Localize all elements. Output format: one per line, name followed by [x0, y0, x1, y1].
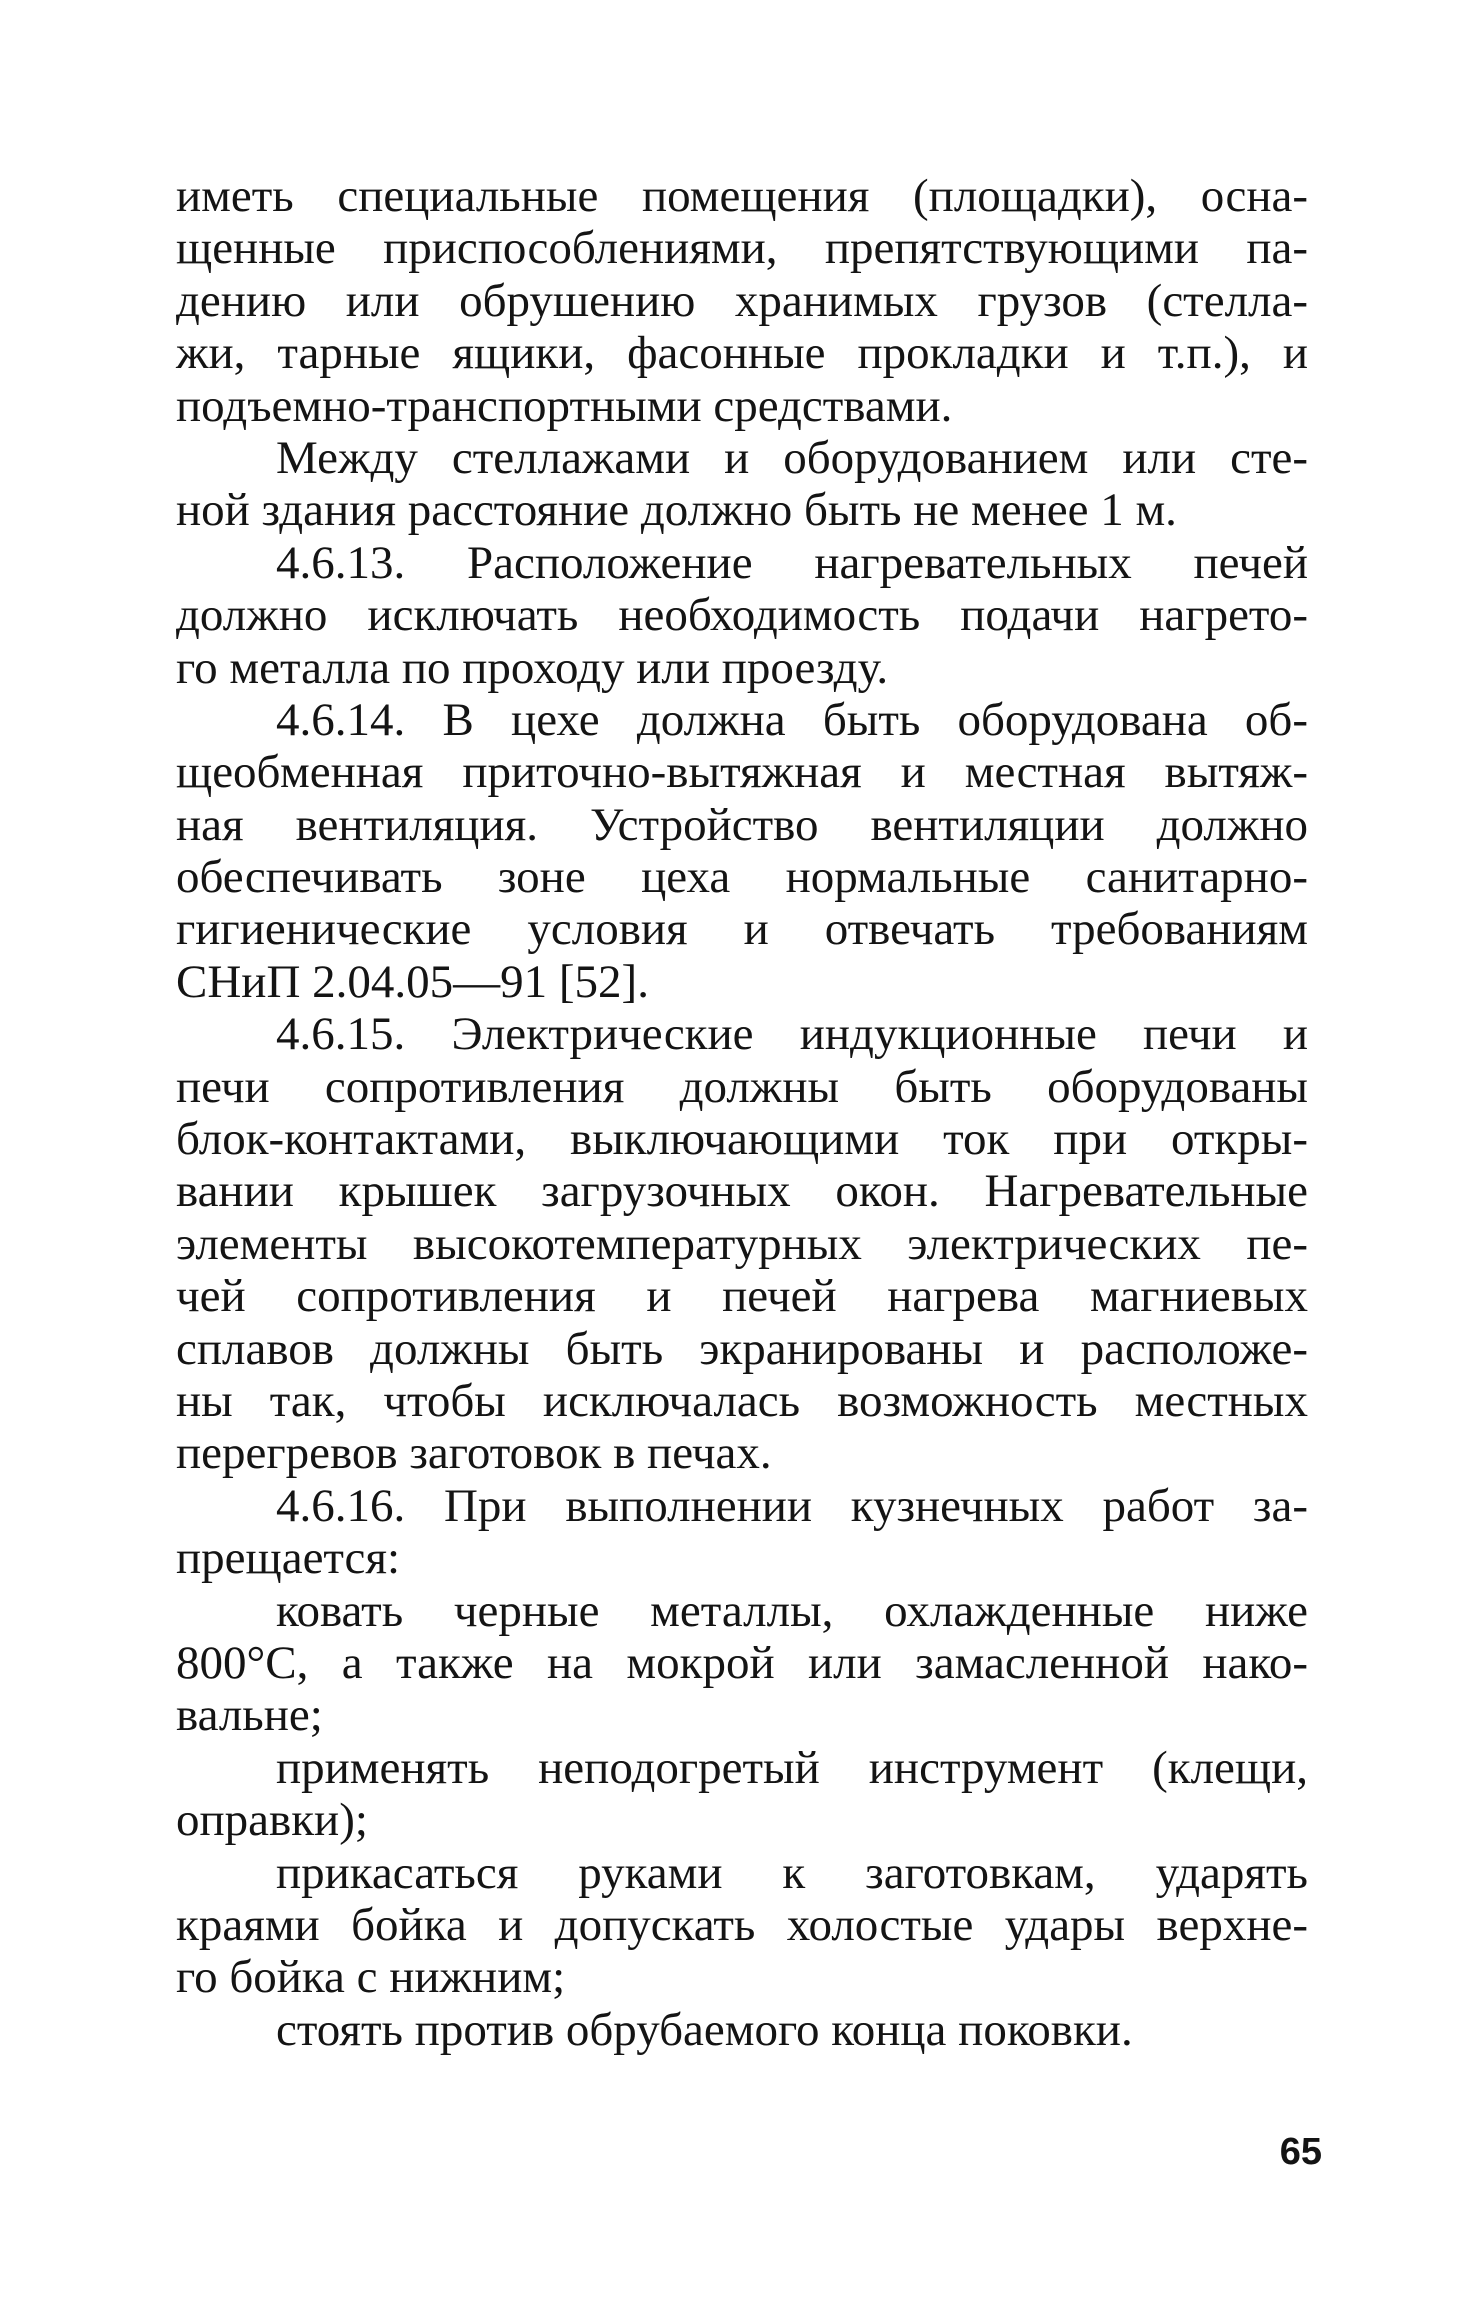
list-item-forging-cold-metal — [176, 1585, 1308, 1742]
text-line: Между стеллажами и оборудованием или сте- — [276, 431, 1308, 484]
text-line: 4.6.15. Электрические индукционные печи и — [276, 1008, 1308, 1061]
text-line: ной здания расстояние должно быть не менее 1 м. — [176, 484, 1177, 537]
text-line: чей сопротивления и печей нагрева магниевых — [176, 1270, 1308, 1323]
text-line: применять неподогретый инструмент (клещи, — [276, 1741, 1308, 1794]
text-line: го металла по проходу или проезду. — [176, 641, 889, 694]
list-item-unheated-tools — [176, 1742, 1308, 1847]
text-line: 800°С, а также на мокрой или замасленной нако- — [176, 1636, 1308, 1689]
list-item-touching-workpieces — [176, 1847, 1308, 2004]
text-line: стоять против обрубаемого конца поковки. — [276, 2003, 1133, 2056]
text-line: 4.6.14. В цехе должна быть оборудована об- — [276, 693, 1308, 746]
text-line: ная вентиляция. Устройство вентиляции должно — [176, 798, 1308, 851]
text-line: вальне; — [176, 1689, 323, 1742]
text-line: 4.6.13. Расположение нагревательных печей — [276, 536, 1308, 589]
text-line: вании крышек загрузочных окон. Нагревательные — [176, 1165, 1308, 1218]
text-line: должно исключать необходимость подачи нагрето- — [176, 589, 1308, 642]
text-line: печи сопротивления должны быть оборудованы — [176, 1060, 1308, 1113]
text-line: обеспечивать зоне цеха нормальные санитарно- — [176, 851, 1308, 904]
text-line: щеобменная приточно-вытяжная и местная вытяж- — [176, 746, 1308, 799]
text-line: элементы высокотемпературных электрических пе- — [176, 1217, 1308, 1270]
text-line: оправки); — [176, 1794, 368, 1847]
text-line: дению или обрушению хранимых грузов (стелла- — [176, 274, 1308, 327]
list-item-standing-opposite — [176, 2004, 1308, 2056]
text-line: гигиенические условия и отвечать требованиям — [176, 903, 1308, 956]
text-line: ны так, чтобы исключалась возможность местных — [176, 1374, 1308, 1427]
text-line: 4.6.16. При выполнении кузнечных работ за- — [276, 1479, 1308, 1532]
text-line: подъемно-транспортными средствами. — [176, 379, 953, 432]
text-line: жи, тарные ящики, фасонные прокладки и т.п.), и — [176, 327, 1308, 380]
text-line: го бойка с нижним; — [176, 1951, 566, 2004]
text-line: прикасаться руками к заготовкам, ударять — [276, 1846, 1308, 1899]
text-line: блок-контактами, выключающими ток при откры- — [176, 1113, 1308, 1166]
text-line: СНиП 2.04.05—91 [52]. — [176, 955, 649, 1008]
text-line: сплавов должны быть экранированы и расположе- — [176, 1322, 1308, 1375]
text-line: иметь специальные помещения (площадки), осна- — [176, 170, 1308, 222]
paragraph-continuation — [176, 170, 1308, 432]
paragraph-shelving-distance — [176, 432, 1308, 537]
text-line: щенные приспособлениями, препятствующими па- — [176, 222, 1308, 275]
paragraph-clause-4-6-16 — [176, 1480, 1308, 1585]
page-number: 65 — [1279, 2131, 1322, 2173]
paragraph-clause-4-6-14 — [176, 694, 1308, 1008]
body-text — [176, 170, 1308, 2056]
paragraph-clause-4-6-13 — [176, 537, 1308, 694]
paragraph-clause-4-6-15 — [176, 1008, 1308, 1480]
text-line: краями бойка и допускать холостые удары верхне- — [176, 1898, 1308, 1951]
text-line: прещается: — [176, 1532, 401, 1585]
text-line: перегревов заготовок в печах. — [176, 1427, 772, 1480]
text-line: ковать черные металлы, охлажденные ниже — [276, 1584, 1308, 1637]
